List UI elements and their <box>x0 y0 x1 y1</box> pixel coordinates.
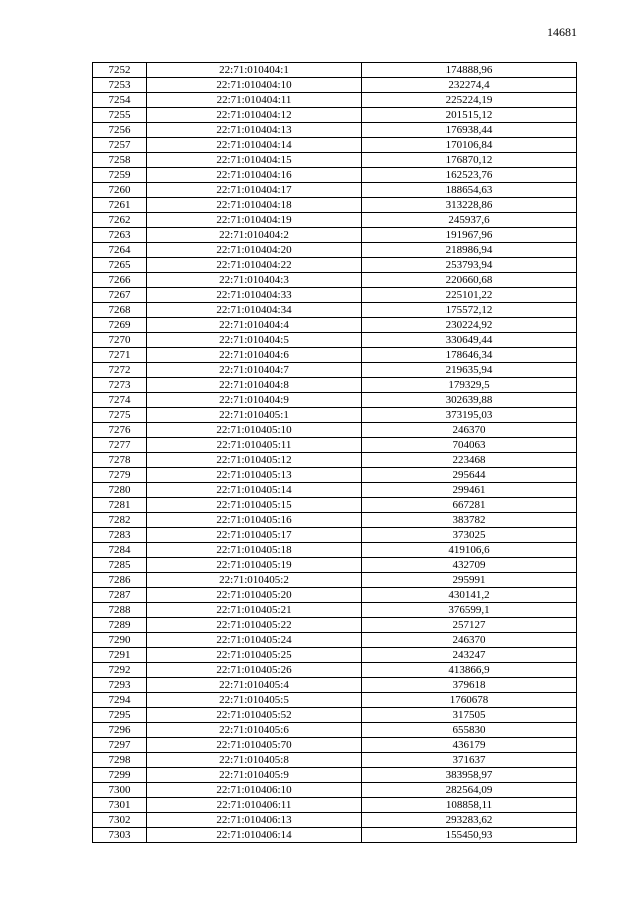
cadastral-number-cell: 22:71:010404:9 <box>147 393 362 408</box>
value-cell: 413866,9 <box>362 663 577 678</box>
value-cell: 317505 <box>362 708 577 723</box>
cadastral-number-cell: 22:71:010405:16 <box>147 513 362 528</box>
table-row <box>93 468 577 483</box>
cadastral-number-cell: 22:71:010405:17 <box>147 528 362 543</box>
row-number-cell: 7265 <box>93 258 147 273</box>
table-row <box>93 618 577 633</box>
row-number-cell: 7273 <box>93 378 147 393</box>
cadastral-number-cell: 22:71:010405:4 <box>147 678 362 693</box>
table-row <box>93 588 577 603</box>
cadastral-number-cell: 22:71:010405:21 <box>147 603 362 618</box>
page-number: 14681 <box>547 25 577 39</box>
row-number-cell: 7280 <box>93 483 147 498</box>
row-number-cell: 7303 <box>93 828 147 843</box>
value-cell: 299461 <box>362 483 577 498</box>
value-cell: 383958,97 <box>362 768 577 783</box>
cadastral-number-cell: 22:71:010404:18 <box>147 198 362 213</box>
cadastral-number-cell: 22:71:010405:26 <box>147 663 362 678</box>
row-number-cell: 7295 <box>93 708 147 723</box>
table-row <box>93 273 577 288</box>
row-number-cell: 7278 <box>93 453 147 468</box>
row-number-cell: 7290 <box>93 633 147 648</box>
value-cell: 191967,96 <box>362 228 577 243</box>
table-row <box>93 108 577 123</box>
table-row <box>93 558 577 573</box>
value-cell: 170106,84 <box>362 138 577 153</box>
row-number-cell: 7292 <box>93 663 147 678</box>
row-number-cell: 7287 <box>93 588 147 603</box>
cadastral-number-cell: 22:71:010405:70 <box>147 738 362 753</box>
cadastral-number-cell: 22:71:010404:7 <box>147 363 362 378</box>
row-number-cell: 7284 <box>93 543 147 558</box>
row-number-cell: 7286 <box>93 573 147 588</box>
table-row <box>93 708 577 723</box>
row-number-cell: 7276 <box>93 423 147 438</box>
cadastral-number-cell: 22:71:010405:11 <box>147 438 362 453</box>
cadastral-number-cell: 22:71:010405:10 <box>147 423 362 438</box>
table-row <box>93 393 577 408</box>
value-cell: 330649,44 <box>362 333 577 348</box>
row-number-cell: 7279 <box>93 468 147 483</box>
table-row <box>93 678 577 693</box>
table-row <box>93 528 577 543</box>
cadastral-number-cell: 22:71:010405:5 <box>147 693 362 708</box>
table-row <box>93 363 577 378</box>
cadastral-number-cell: 22:71:010404:10 <box>147 78 362 93</box>
table-row <box>93 378 577 393</box>
value-cell: 176938,44 <box>362 123 577 138</box>
value-cell: 293283,62 <box>362 813 577 828</box>
cadastral-number-cell: 22:71:010404:2 <box>147 228 362 243</box>
table-row <box>93 243 577 258</box>
value-cell: 419106,6 <box>362 543 577 558</box>
cadastral-number-cell: 22:71:010405:9 <box>147 768 362 783</box>
row-number-cell: 7281 <box>93 498 147 513</box>
row-number-cell: 7282 <box>93 513 147 528</box>
row-number-cell: 7301 <box>93 798 147 813</box>
value-cell: 253793,94 <box>362 258 577 273</box>
value-cell: 379618 <box>362 678 577 693</box>
cadastral-number-cell: 22:71:010405:2 <box>147 573 362 588</box>
cadastral-number-cell: 22:71:010405:12 <box>147 453 362 468</box>
value-cell: 108858,11 <box>362 798 577 813</box>
table-row <box>93 543 577 558</box>
value-cell: 230224,92 <box>362 318 577 333</box>
table-row <box>93 408 577 423</box>
cadastral-number-cell: 22:71:010406:10 <box>147 783 362 798</box>
cadastral-number-cell: 22:71:010405:52 <box>147 708 362 723</box>
row-number-cell: 7302 <box>93 813 147 828</box>
cadastral-number-cell: 22:71:010404:20 <box>147 243 362 258</box>
row-number-cell: 7266 <box>93 273 147 288</box>
table-row <box>93 318 577 333</box>
table-row <box>93 63 577 78</box>
value-cell: 295644 <box>362 468 577 483</box>
table-row <box>93 513 577 528</box>
cadastral-number-cell: 22:71:010404:14 <box>147 138 362 153</box>
table-row <box>93 78 577 93</box>
table-row <box>93 783 577 798</box>
cadastral-number-cell: 22:71:010404:34 <box>147 303 362 318</box>
row-number-cell: 7285 <box>93 558 147 573</box>
value-cell: 245937,6 <box>362 213 577 228</box>
row-number-cell: 7252 <box>93 63 147 78</box>
value-cell: 155450,93 <box>362 828 577 843</box>
table-row <box>93 693 577 708</box>
cadastral-number-cell: 22:71:010405:13 <box>147 468 362 483</box>
row-number-cell: 7261 <box>93 198 147 213</box>
value-cell: 704063 <box>362 438 577 453</box>
cadastral-number-cell: 22:71:010405:22 <box>147 618 362 633</box>
value-cell: 243247 <box>362 648 577 663</box>
row-number-cell: 7257 <box>93 138 147 153</box>
value-cell: 232274,4 <box>362 78 577 93</box>
row-number-cell: 7298 <box>93 753 147 768</box>
table-row <box>93 723 577 738</box>
value-cell: 225224,19 <box>362 93 577 108</box>
table-row <box>93 798 577 813</box>
cadastral-number-cell: 22:71:010405:18 <box>147 543 362 558</box>
value-cell: 176870,12 <box>362 153 577 168</box>
value-cell: 371637 <box>362 753 577 768</box>
cadastral-number-cell: 22:71:010404:19 <box>147 213 362 228</box>
cadastral-number-cell: 22:71:010404:12 <box>147 108 362 123</box>
value-cell: 430141,2 <box>362 588 577 603</box>
row-number-cell: 7270 <box>93 333 147 348</box>
table-row <box>93 573 577 588</box>
row-number-cell: 7294 <box>93 693 147 708</box>
table-row <box>93 738 577 753</box>
cadastral-number-cell: 22:71:010404:33 <box>147 288 362 303</box>
cadastral-number-cell: 22:71:010405:8 <box>147 753 362 768</box>
table-row <box>93 348 577 363</box>
table-row <box>93 198 577 213</box>
row-number-cell: 7256 <box>93 123 147 138</box>
value-cell: 219635,94 <box>362 363 577 378</box>
cadastral-number-cell: 22:71:010405:20 <box>147 588 362 603</box>
cadastral-number-cell: 22:71:010404:13 <box>147 123 362 138</box>
value-cell: 178646,34 <box>362 348 577 363</box>
cadastral-number-cell: 22:71:010405:15 <box>147 498 362 513</box>
value-cell: 201515,12 <box>362 108 577 123</box>
cadastral-value-table <box>92 62 577 843</box>
cadastral-number-cell: 22:71:010404:15 <box>147 153 362 168</box>
value-cell: 295991 <box>362 573 577 588</box>
cadastral-number-cell: 22:71:010404:22 <box>147 258 362 273</box>
row-number-cell: 7277 <box>93 438 147 453</box>
value-cell: 223468 <box>362 453 577 468</box>
row-number-cell: 7300 <box>93 783 147 798</box>
row-number-cell: 7275 <box>93 408 147 423</box>
row-number-cell: 7293 <box>93 678 147 693</box>
cadastral-number-cell: 22:71:010406:13 <box>147 813 362 828</box>
value-cell: 373195,03 <box>362 408 577 423</box>
table-row <box>93 183 577 198</box>
value-cell: 373025 <box>362 528 577 543</box>
table-row <box>93 213 577 228</box>
cadastral-number-cell: 22:71:010404:11 <box>147 93 362 108</box>
value-cell: 257127 <box>362 618 577 633</box>
value-cell: 302639,88 <box>362 393 577 408</box>
table-row <box>93 483 577 498</box>
table-row <box>93 288 577 303</box>
table-row <box>93 603 577 618</box>
cadastral-number-cell: 22:71:010405:19 <box>147 558 362 573</box>
row-number-cell: 7272 <box>93 363 147 378</box>
value-cell: 188654,63 <box>362 183 577 198</box>
value-cell: 179329,5 <box>362 378 577 393</box>
cadastral-number-cell: 22:71:010405:1 <box>147 408 362 423</box>
row-number-cell: 7297 <box>93 738 147 753</box>
value-cell: 174888,96 <box>362 63 577 78</box>
value-cell: 220660,68 <box>362 273 577 288</box>
row-number-cell: 7274 <box>93 393 147 408</box>
table-row <box>93 168 577 183</box>
cadastral-number-cell: 22:71:010406:11 <box>147 798 362 813</box>
table-row <box>93 138 577 153</box>
value-cell: 175572,12 <box>362 303 577 318</box>
row-number-cell: 7288 <box>93 603 147 618</box>
cadastral-number-cell: 22:71:010404:1 <box>147 63 362 78</box>
value-cell: 655830 <box>362 723 577 738</box>
value-cell: 225101,22 <box>362 288 577 303</box>
table-row <box>93 453 577 468</box>
value-cell: 383782 <box>362 513 577 528</box>
value-cell: 282564,09 <box>362 783 577 798</box>
cadastral-number-cell: 22:71:010404:5 <box>147 333 362 348</box>
value-cell: 667281 <box>362 498 577 513</box>
table-row <box>93 333 577 348</box>
cadastral-number-cell: 22:71:010405:25 <box>147 648 362 663</box>
cadastral-number-cell: 22:71:010406:14 <box>147 828 362 843</box>
table-row <box>93 303 577 318</box>
row-number-cell: 7263 <box>93 228 147 243</box>
table-row <box>93 753 577 768</box>
row-number-cell: 7258 <box>93 153 147 168</box>
row-number-cell: 7259 <box>93 168 147 183</box>
cadastral-number-cell: 22:71:010405:24 <box>147 633 362 648</box>
table-row <box>93 768 577 783</box>
table-row <box>93 633 577 648</box>
value-cell: 246370 <box>362 633 577 648</box>
row-number-cell: 7267 <box>93 288 147 303</box>
cadastral-number-cell: 22:71:010404:4 <box>147 318 362 333</box>
cadastral-number-cell: 22:71:010405:14 <box>147 483 362 498</box>
row-number-cell: 7264 <box>93 243 147 258</box>
cadastral-number-cell: 22:71:010405:6 <box>147 723 362 738</box>
table-row <box>93 123 577 138</box>
value-cell: 162523,76 <box>362 168 577 183</box>
value-cell: 1760678 <box>362 693 577 708</box>
cadastral-number-cell: 22:71:010404:8 <box>147 378 362 393</box>
row-number-cell: 7291 <box>93 648 147 663</box>
table-row <box>93 423 577 438</box>
row-number-cell: 7271 <box>93 348 147 363</box>
table-row <box>93 258 577 273</box>
table-row <box>93 438 577 453</box>
table-row <box>93 648 577 663</box>
cadastral-number-cell: 22:71:010404:3 <box>147 273 362 288</box>
table-row <box>93 228 577 243</box>
value-cell: 218986,94 <box>362 243 577 258</box>
row-number-cell: 7269 <box>93 318 147 333</box>
table-row <box>93 93 577 108</box>
table-body <box>93 63 577 843</box>
row-number-cell: 7260 <box>93 183 147 198</box>
cadastral-number-cell: 22:71:010404:17 <box>147 183 362 198</box>
row-number-cell: 7262 <box>93 213 147 228</box>
value-cell: 432709 <box>362 558 577 573</box>
row-number-cell: 7253 <box>93 78 147 93</box>
table-row <box>93 828 577 843</box>
value-cell: 313228,86 <box>362 198 577 213</box>
value-cell: 246370 <box>362 423 577 438</box>
row-number-cell: 7299 <box>93 768 147 783</box>
table-row <box>93 498 577 513</box>
row-number-cell: 7268 <box>93 303 147 318</box>
table-row <box>93 663 577 678</box>
table-row <box>93 153 577 168</box>
row-number-cell: 7255 <box>93 108 147 123</box>
row-number-cell: 7283 <box>93 528 147 543</box>
value-cell: 376599,1 <box>362 603 577 618</box>
cadastral-number-cell: 22:71:010404:6 <box>147 348 362 363</box>
value-cell: 436179 <box>362 738 577 753</box>
cadastral-number-cell: 22:71:010404:16 <box>147 168 362 183</box>
row-number-cell: 7289 <box>93 618 147 633</box>
table-row <box>93 813 577 828</box>
row-number-cell: 7254 <box>93 93 147 108</box>
row-number-cell: 7296 <box>93 723 147 738</box>
